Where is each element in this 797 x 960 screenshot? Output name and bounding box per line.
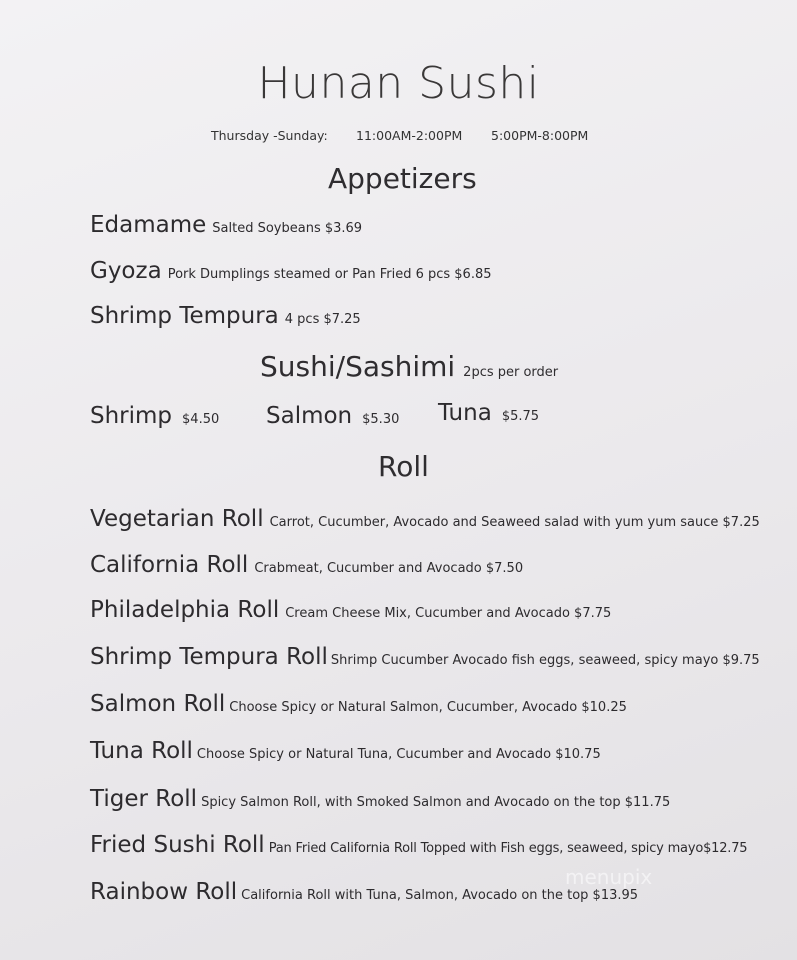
roll-item xyxy=(90,552,523,578)
appetizer-name: Edamame xyxy=(90,212,207,238)
roll-name: Rainbow Roll xyxy=(90,879,238,905)
appetizer-item xyxy=(90,258,492,284)
hours-lunch: 11:00AM-2:00PM xyxy=(356,128,463,143)
roll-name: Fried Sushi Roll xyxy=(90,832,265,858)
hours-days: Thursday -Sunday: xyxy=(211,128,328,143)
roll-name: Salmon Roll xyxy=(90,691,226,717)
roll-name: Tuna Roll xyxy=(90,738,193,764)
sushi-item-tuna xyxy=(438,400,539,426)
roll-desc: Pan Fried California Roll Topped with Fish eggs, seaweed, spicy mayo$12.75 xyxy=(268,841,748,856)
sushi-price: $5.30 xyxy=(362,412,400,427)
sushi-name: Salmon xyxy=(266,403,353,429)
roll-item xyxy=(90,506,760,532)
roll-desc: Crabmeat, Cucumber and Avocado $7.50 xyxy=(254,561,524,576)
roll-desc: Choose Spicy or Natural Tuna, Cucumber and Avocado $10.75 xyxy=(196,747,601,762)
watermark-logo: menupix xyxy=(565,865,653,889)
sushi-name: Tuna xyxy=(438,400,492,426)
sushi-note: 2pcs per order xyxy=(463,365,559,380)
roll-item xyxy=(90,879,638,905)
roll-name: Tiger Roll xyxy=(90,786,198,812)
sushi-name: Shrimp xyxy=(90,403,173,429)
appetizer-desc: 4 pcs $7.25 xyxy=(284,312,361,327)
sushi-heading xyxy=(260,350,558,383)
roll-item xyxy=(90,644,760,670)
sushi-item-shrimp xyxy=(90,403,219,429)
sushi-heading-text: Sushi/Sashimi xyxy=(260,350,456,383)
appetizers-heading: Appetizers xyxy=(328,162,477,195)
roll-desc: Shrimp Cucumber Avocado fish eggs, seaweed, spicy mayo $9.75 xyxy=(330,653,760,668)
appetizer-name: Gyoza xyxy=(90,258,162,284)
appetizer-desc: Salted Soybeans $3.69 xyxy=(212,221,363,236)
sushi-item-salmon xyxy=(266,403,399,429)
appetizer-item xyxy=(90,212,362,238)
appetizer-name: Shrimp Tempura xyxy=(90,303,279,329)
menu-title: Hunan Sushi xyxy=(257,58,540,109)
sushi-price: $4.50 xyxy=(182,412,220,427)
roll-desc: Carrot, Cucumber, Avocado and Seaweed salad with yum yum sauce $7.25 xyxy=(269,515,760,530)
sushi-price: $5.75 xyxy=(501,409,540,424)
roll-desc: Spicy Salmon Roll, with Smoked Salmon and Avocado on the top $11.75 xyxy=(201,795,671,810)
roll-name: Philadelphia Roll xyxy=(90,597,280,623)
roll-item xyxy=(90,691,627,717)
roll-item xyxy=(90,738,601,764)
hours-dinner: 5:00PM-8:00PM xyxy=(491,128,589,143)
appetizer-item xyxy=(90,303,361,329)
roll-desc: California Roll with Tuna, Salmon, Avocado on the top $13.95 xyxy=(241,888,639,903)
roll-item xyxy=(90,786,670,812)
roll-name: Shrimp Tempura Roll xyxy=(90,644,328,670)
roll-name: Vegetarian Roll xyxy=(90,506,264,532)
roll-desc: Cream Cheese Mix, Cucumber and Avocado $7.75 xyxy=(285,606,612,621)
roll-desc: Choose Spicy or Natural Salmon, Cucumber, Avocado $10.25 xyxy=(229,700,627,715)
roll-item xyxy=(90,597,611,623)
appetizer-desc: Pork Dumplings steamed or Pan Fried 6 pcs $6.85 xyxy=(167,267,492,282)
roll-name: California Roll xyxy=(90,552,249,578)
roll-heading: Roll xyxy=(378,450,429,483)
roll-item xyxy=(90,832,747,858)
